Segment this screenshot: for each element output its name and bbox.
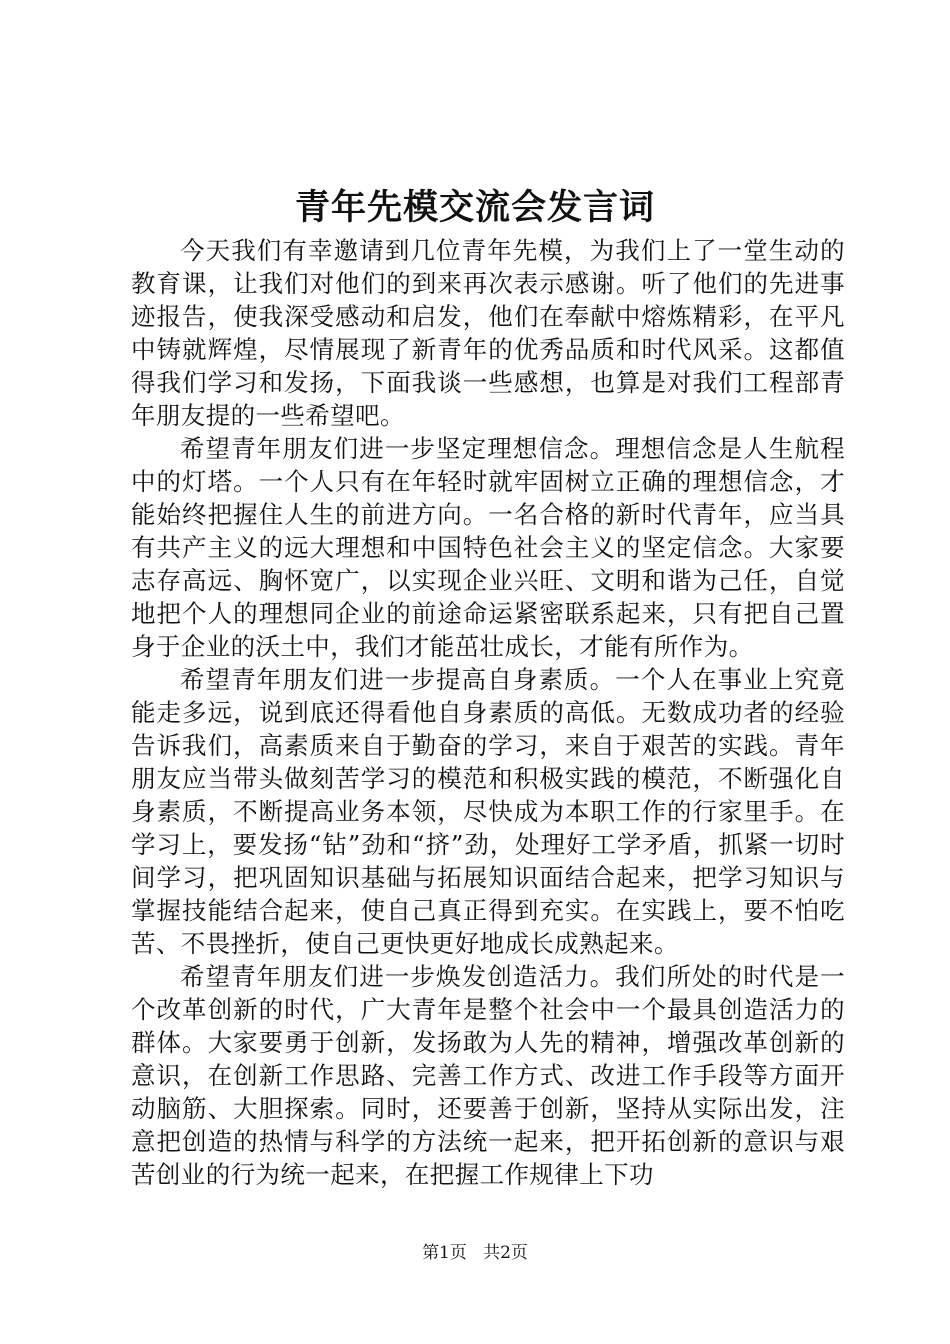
paragraph-intro: 今天我们有幸邀请到几位青年先模，为我们上了一堂生动的教育课，让我们对他们的到来再次表示感谢。听了他们的先进事迹报告，使我深受感动和启发，他们在奉献中熔炼精彩，在平凡中铸就辉煌，尽情展现了新青年的优秀品质和时代风采。这都值得我们学习和发扬，下面我谈一些感想，也算是对我们工程部青年朋友提的一些希望吧。 <box>131 236 845 430</box>
paragraph-ideals: 希望青年朋友们进一步坚定理想信念。理想信念是人生航程中的灯塔。一个人只有在年轻时就牢固树立正确的理想信念，才能始终把握住人生的前进方向。一名合格的新时代青年，应当具有共产主义的远大理想和中国特色社会主义的坚定信念。大家要志存高远、胸怀宽广，以实现企业兴旺、文明和谐为己任，自觉地把个人的理想同企业的前途命运紧密联系起来，只有把自己置身于企业的沃土中，我们才能茁壮成长，才能有所作为。 <box>131 434 845 661</box>
document-body <box>131 234 845 1191</box>
paragraph-creativity: 希望青年朋友们进一步焕发创造活力。我们所处的时代是一个改革创新的时代，广大青年是整个社会中一个最具创造活力的群体。大家要勇于创新，发扬敢为人先的精神，增强改革创新的意识，在创新工作思路、完善工作方式、改进工作手段等方面开动脑筋、大胆探索。同时，还要善于创新，坚持从实际出发，注意把创造的热情与科学的方法统一起来，把开拓创新的意识与艰苦创业的行为统一起来，在把握工作规律上下功 <box>131 962 845 1189</box>
page-separator <box>472 1243 477 1263</box>
page-number: 第1页 <box>422 1243 467 1263</box>
paragraph-quality: 希望青年朋友们进一步提高自身素质。一个人在事业上究竟能走多远，说到底还得看他自身素质的高低。无数成功者的经验告诉我们，高素质来自于勤奋的学习，来自于艰苦的实践。青年朋友应当带头做刻苦学习的模范和积极实践的模范，不断强化自身素质，不断提高业务本领，尽快成为本职工作的行家里手。在学习上，要发扬“钻”劲和“挤”劲，处理好工学矛盾，抓紧一切时间学习，把巩固知识基础与拓展知识面结合起来，把学习知识与掌握技能结合起来，使自己真正得到充实。在实践上，要不怕吃苦、不畏挫折，使自己更快更好地成长成熟起来。 <box>131 665 845 958</box>
document-title: 青年先模交流会发言词 <box>294 187 655 228</box>
page-footer <box>0 1241 950 1265</box>
page-total: 共2页 <box>483 1243 528 1263</box>
